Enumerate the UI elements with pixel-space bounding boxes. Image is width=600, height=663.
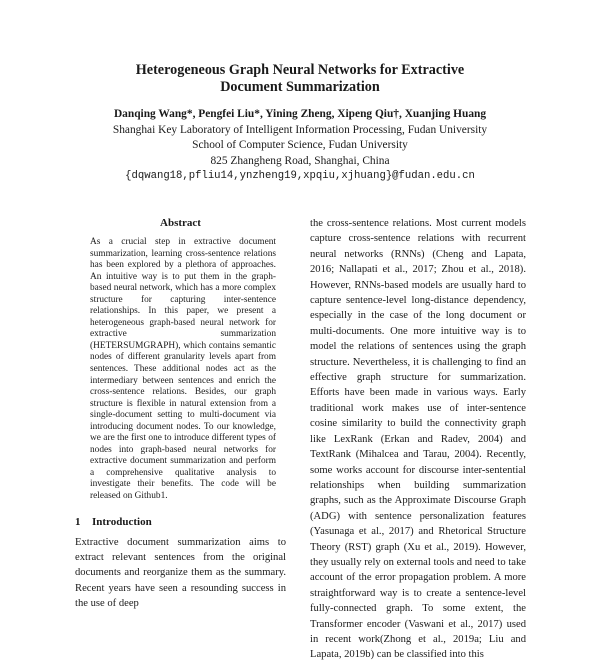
author-emails: {dqwang18,pfliu14,ynzheng19,xpqiu,xjhuang}@fudan.edu.cn [125, 170, 475, 182]
right-column-text: the cross-sentence relations. Most current models capture cross-sentence relations with recurrent neural networks (RNNs) (Cheng and Lapata, 2016; Nallapati et al., 2017; Zhou et al., 2018). However, RNNs-based models are usually hard to capture sentence-level long-distance dependency, especially in the case of the long document or multi-documents. One more intuitive way is to model the relations of sentences using the graph structure. Nevertheless, it is challenging to find an effective graph structure for summarization. Efforts have been made in various ways. Early traditional work makes use of inter-sentence cosine similarity to build the connectivity graph like LexRank (Erkan and Radev, 2004) and TextRank (Mihalcea and Tarau, 2004). Recently, some works account for discourse inter-sentential relationships when building summarization graphs, such as the Approximate Discourse Graph (ADG) with sentence personalization features (Yasunaga et al., 2017) and Rhetorical Structure Theory (RST) graph (Xu et al., 2019). However, they usually rely on external tools and need to take account of the error propagation problem. A more straightforward way is to create a sentence-level fully-connected graph. To some extent, the Transformer encoder (Vaswani et al., 2017) used in recent work(Zhong et al., 2019a; Liu and Lapata, 2019b) can be classified into this [310, 218, 526, 661]
title-line-2: Document Summarization [220, 79, 380, 95]
section-number: 1 [75, 515, 81, 528]
title-line-1: Heterogeneous Graph Neural Networks for Extractive [135, 62, 465, 78]
paper-title [0, 62, 600, 96]
introduction-text: Extractive document summarization aims to extract relevant sentences from the original documents and reorganize them as the summary. Recent years have seen a resounding success in the use of deep [75, 536, 286, 610]
affiliation-school: School of Computer Science, Fudan University [192, 139, 408, 151]
author-names: Danqing Wang*, Pengfei Liu*, Yining Zheng, Xipeng Qiu†, Xuanjing Huang [113, 108, 487, 120]
abstract-heading: Abstract [160, 217, 201, 229]
author-block [0, 107, 600, 185]
section-heading-introduction [75, 515, 286, 529]
affiliation-address: 825 Zhangheng Road, Shanghai, China [210, 154, 390, 167]
affiliation-lab: Shanghai Key Laboratory of Intelligent Information Processing, Fudan University [112, 123, 488, 136]
right-column [310, 216, 526, 663]
left-column [75, 216, 286, 612]
section-title: Introduction [92, 515, 152, 528]
abstract-text: As a crucial step in extractive document summarization, learning cross-sentence relations has been explored by a plethora of approaches. An intuitive way is to put them in the graph-based neural network, which has a more complex structure for capturing inter-sentence relationships. In this paper, we present a heterogeneous graph-based neural network for extractive summarization (HETERSUMGRAPH), which contains semantic nodes of different granularity levels apart from sentences. These additional nodes act as the intermediary between sentences and enrich the cross-sentence relations. Besides, our graph structure is flexible in natural extension from a single-document setting to multi-document via introducing document nodes. To our knowledge, we are the first one to introduce different types of nodes into graph-based neural networks for extractive document summarization and perform a comprehensive qualitative analysis to investigate their benefits. The code will be released on Github1. [90, 237, 276, 502]
